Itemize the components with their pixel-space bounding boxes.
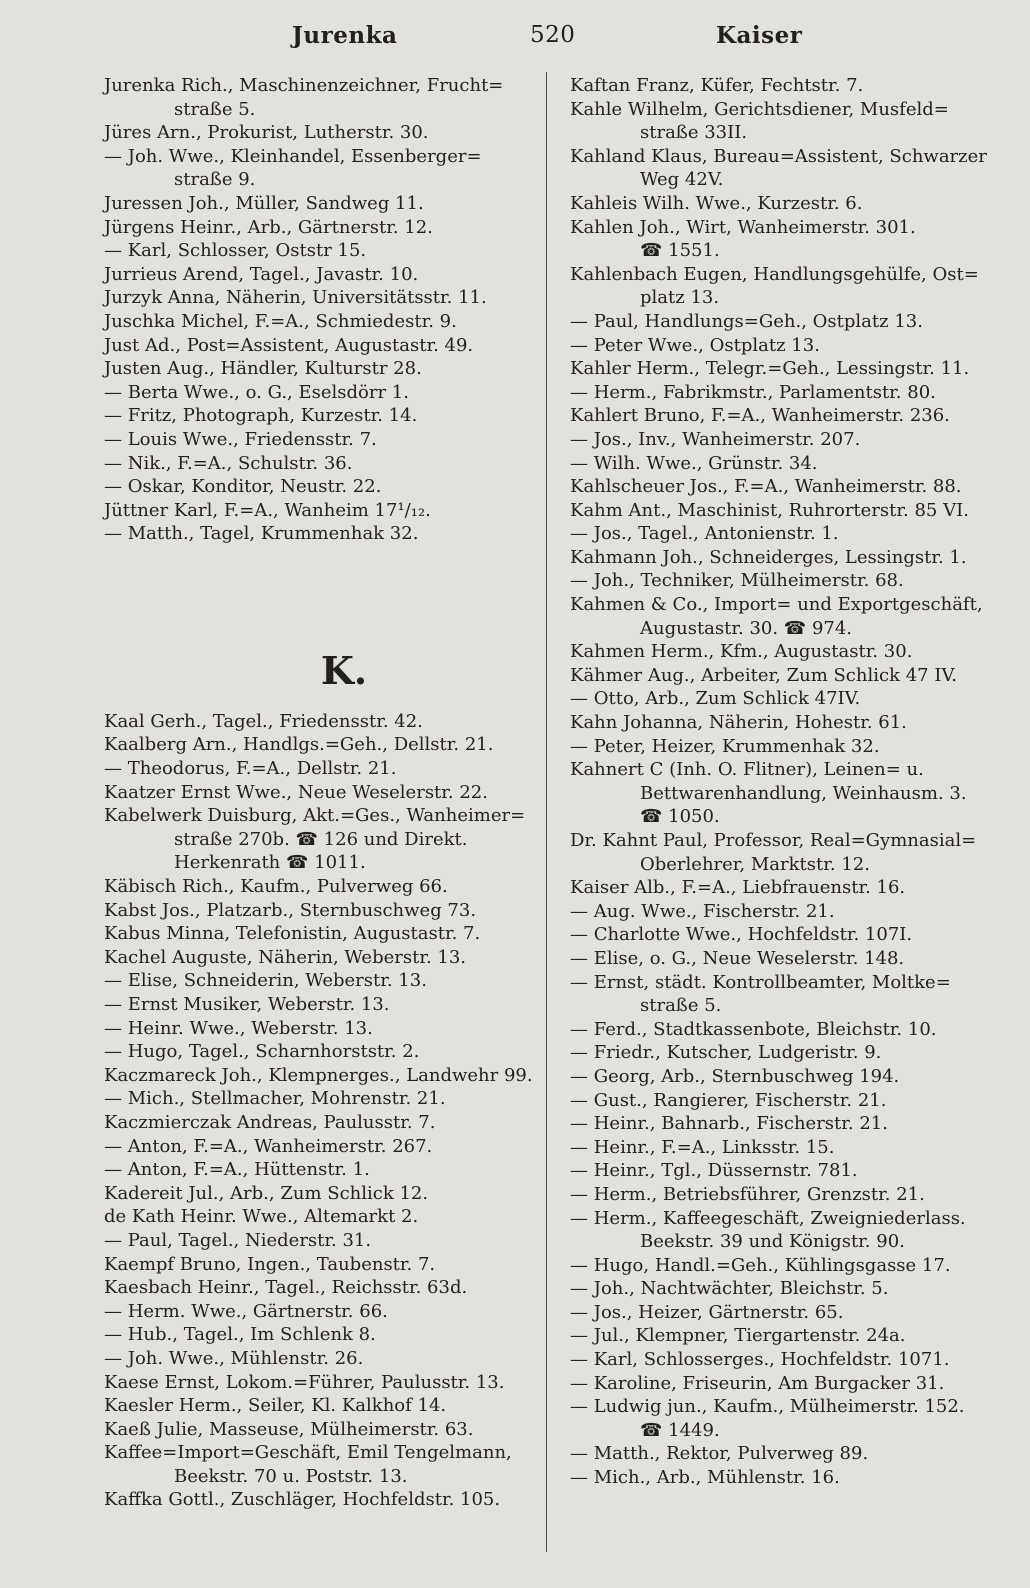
directory-entry: — Joh., Techniker, Mülheimerstr. 68. bbox=[570, 570, 904, 592]
directory-entry-continuation: straße 270b. ☎ 126 und Direkt. bbox=[174, 828, 468, 850]
directory-entry: — Aug. Wwe., Fischerstr. 21. bbox=[570, 900, 835, 922]
directory-entry: — Herm., Fabrikmstr., Parlamentstr. 80. bbox=[570, 381, 936, 403]
directory-entry: Dr. Kahnt Paul, Professor, Real=Gymnasial= bbox=[570, 830, 977, 851]
directory-entry: Kadereit Jul., Arb., Zum Schlick 12. bbox=[104, 1182, 429, 1204]
directory-entry: Kähmer Aug., Arbeiter, Zum Schlick 47 IV. bbox=[570, 664, 958, 686]
directory-entry: — Friedr., Kutscher, Ludgeristr. 9. bbox=[570, 1042, 882, 1064]
directory-entry: Kahmann Joh., Schneiderges, Lessingstr. 1. bbox=[570, 546, 967, 568]
directory-entry-continuation: Beekstr. 70 u. Poststr. 13. bbox=[174, 1465, 408, 1487]
directory-entry: Kaczmareck Joh., Klempnerges., Landwehr 99. bbox=[104, 1064, 533, 1086]
directory-entry: Jüttner Karl, F.=A., Wanheim 17¹/₁₂. bbox=[104, 499, 431, 521]
directory-entry: Kahnert C (Inh. O. Flitner), Leinen= u. bbox=[570, 759, 924, 781]
directory-entry-continuation: straße 33II. bbox=[640, 122, 748, 144]
directory-entry: Kaalberg Arn., Handlgs.=Geh., Dellstr. 21. bbox=[104, 734, 494, 756]
directory-entry: — Herm., Kaffeegeschäft, Zweigniederlass. bbox=[570, 1207, 966, 1229]
directory-entry: Kaesler Herm., Seiler, Kl. Kalkhof 14. bbox=[104, 1395, 447, 1417]
directory-entry: Kahle Wilhelm, Gerichtsdiener, Musfeld= bbox=[570, 98, 949, 120]
directory-entry-continuation: straße 5. bbox=[174, 98, 256, 120]
directory-entry: — Ferd., Stadtkassenbote, Bleichstr. 10. bbox=[570, 1018, 937, 1040]
directory-entry: Juressen Joh., Müller, Sandweg 11. bbox=[104, 192, 424, 214]
directory-entry: Jüres Arn., Prokurist, Lutherstr. 30. bbox=[104, 122, 429, 144]
directory-entry: — Gust., Rangierer, Fischerstr. 21. bbox=[570, 1089, 887, 1111]
page-header bbox=[0, 22, 1030, 62]
directory-entry: — Wilh. Wwe., Grünstr. 34. bbox=[570, 452, 818, 474]
directory-entry-continuation: Bettwarenhandlung, Weinhausm. 3. bbox=[640, 782, 967, 804]
directory-entry: Kahlen Joh., Wirt, Wanheimerstr. 301. bbox=[570, 216, 916, 238]
directory-entry: — Anton, F.=A., Hüttenstr. 1. bbox=[104, 1159, 370, 1181]
directory-entry-continuation: ☎ 1449. bbox=[640, 1419, 720, 1441]
directory-entry: Kahlscheuer Jos., F.=A., Wanheimerstr. 88. bbox=[570, 476, 962, 498]
directory-entry: — Ernst Musiker, Weberstr. 13. bbox=[104, 994, 390, 1015]
directory-entry: Jürgens Heinr., Arb., Gärtnerstr. 12. bbox=[104, 216, 433, 238]
directory-entry: — Herm., Betriebsführer, Grenzstr. 21. bbox=[570, 1183, 925, 1205]
directory-entry: — Matth., Rektor, Pulverweg 89. bbox=[570, 1443, 869, 1465]
directory-entry: Kachel Auguste, Näherin, Weberstr. 13. bbox=[104, 946, 467, 968]
directory-entry: Kahn Johanna, Näherin, Hohestr. 61. bbox=[570, 712, 907, 734]
directory-entry: — Ernst, städt. Kontrollbeamter, Moltke= bbox=[570, 971, 951, 993]
directory-entry: Kahm Ant., Maschinist, Ruhrorterstr. 85 VI. bbox=[570, 499, 969, 521]
directory-entry: Käbisch Rich., Kaufm., Pulverweg 66. bbox=[104, 876, 448, 898]
left-column-top-entries bbox=[104, 74, 524, 546]
left-column-k-entries bbox=[104, 710, 533, 1512]
directory-entry: Just Ad., Post=Assistent, Augustastr. 49. bbox=[104, 334, 474, 356]
directory-entry: Kaempf Bruno, Ingen., Taubenstr. 7. bbox=[104, 1253, 436, 1275]
directory-entry: — Matth., Tagel, Krummenhak 32. bbox=[104, 523, 419, 545]
directory-entry: — Peter Wwe., Ostplatz 13. bbox=[570, 334, 820, 356]
directory-entry: — Paul, Handlungs=Geh., Ostplatz 13. bbox=[570, 310, 923, 332]
directory-entry: — Louis Wwe., Friedensstr. 7. bbox=[104, 428, 377, 450]
directory-entry: — Jos., Inv., Wanheimerstr. 207. bbox=[570, 428, 861, 450]
directory-entry: — Heinr., Bahnarb., Fischerstr. 21. bbox=[570, 1113, 888, 1135]
directory-entry-continuation: ☎ 1050. bbox=[640, 806, 720, 828]
directory-entry: Jurenka Rich., Maschinenzeichner, Frucht= bbox=[104, 75, 504, 96]
directory-entry: Kaczmierczak Andreas, Paulusstr. 7. bbox=[104, 1111, 436, 1133]
directory-entry: — Hub., Tagel., Im Schlenk 8. bbox=[104, 1324, 376, 1346]
directory-entry: Kahlenbach Eugen, Handlungsgehülfe, Ost= bbox=[570, 263, 979, 285]
directory-entry: Jurrieus Arend, Tagel., Javastr. 10. bbox=[104, 263, 419, 285]
directory-entry: — Jul., Klempner, Tiergartenstr. 24a. bbox=[570, 1325, 906, 1347]
directory-entry: — Joh., Nachtwächter, Bleichstr. 5. bbox=[570, 1278, 889, 1300]
directory-entry: Kabelwerk Duisburg, Akt.=Ges., Wanheimer= bbox=[104, 805, 526, 827]
directory-entry-continuation: Weg 42V. bbox=[640, 169, 724, 191]
directory-entry: Kaesbach Heinr., Tagel., Reichsstr. 63d. bbox=[104, 1277, 468, 1299]
directory-entry: Kahleis Wilh. Wwe., Kurzestr. 6. bbox=[570, 192, 863, 214]
directory-entry: — Ludwig jun., Kaufm., Mülheimerstr. 152. bbox=[570, 1396, 965, 1418]
directory-entry: — Elise, Schneiderin, Weberstr. 13. bbox=[104, 970, 427, 992]
directory-entry: — Hugo, Tagel., Scharnhorststr. 2. bbox=[104, 1041, 420, 1063]
directory-entry: Jurzyk Anna, Näherin, Universitätsstr. 11. bbox=[104, 287, 487, 309]
directory-entry: — Georg, Arb., Sternbuschweg 194. bbox=[570, 1065, 900, 1087]
directory-entry: — Berta Wwe., o. G., Eselsdörr 1. bbox=[104, 381, 409, 403]
directory-entry: — Heinr. Wwe., Weberstr. 13. bbox=[104, 1017, 373, 1039]
directory-entry: — Nik., F.=A., Schulstr. 36. bbox=[104, 452, 353, 474]
section-spacer bbox=[104, 700, 524, 710]
directory-entry: Justen Aug., Händler, Kulturstr 28. bbox=[104, 358, 422, 380]
directory-entry: — Jos., Tagel., Antonienstr. 1. bbox=[570, 523, 839, 545]
header-right-keyword: Kaiser bbox=[716, 22, 803, 49]
directory-entry: — Joh. Wwe., Mühlenstr. 26. bbox=[104, 1347, 364, 1369]
directory-entry-continuation: Augustastr. 30. ☎ 974. bbox=[640, 617, 853, 639]
directory-entry-continuation: straße 5. bbox=[640, 995, 722, 1017]
directory-entry: — Theodorus, F.=A., Dellstr. 21. bbox=[104, 758, 397, 780]
directory-entry: de Kath Heinr. Wwe., Altemarkt 2. bbox=[104, 1206, 419, 1228]
directory-entry: Kaiser Alb., F.=A., Liebfrauenstr. 16. bbox=[570, 877, 906, 899]
directory-entry: — Otto, Arb., Zum Schlick 47IV. bbox=[570, 688, 861, 710]
directory-entry: Kaatzer Ernst Wwe., Neue Weselerstr. 22. bbox=[104, 781, 488, 803]
right-column-entries bbox=[570, 74, 1002, 1490]
directory-entry: — Herm. Wwe., Gärtnerstr. 66. bbox=[104, 1300, 388, 1322]
directory-entry: Kahland Klaus, Bureau=Assistent, Schwarzer bbox=[570, 145, 987, 167]
directory-entry: — Jos., Heizer, Gärtnerstr. 65. bbox=[570, 1301, 844, 1323]
directory-entry: Kabst Jos., Platzarb., Sternbuschweg 73. bbox=[104, 899, 477, 921]
directory-entry-continuation: straße 9. bbox=[174, 169, 256, 191]
directory-entry: Kahler Herm., Telegr.=Geh., Lessingstr. 11. bbox=[570, 358, 970, 380]
directory-entry: Juschka Michel, F.=A., Schmiedestr. 9. bbox=[104, 310, 457, 332]
directory-entry: — Oskar, Konditor, Neustr. 22. bbox=[104, 476, 382, 498]
directory-entry: — Karl, Schlosser, Oststr 15. bbox=[104, 240, 367, 262]
directory-entry: — Joh. Wwe., Kleinhandel, Essenberger= bbox=[104, 145, 482, 167]
directory-entry: — Peter, Heizer, Krummenhak 32. bbox=[570, 735, 880, 757]
directory-entry: — Mich., Stellmacher, Mohrenstr. 21. bbox=[104, 1088, 446, 1110]
directory-entry: Kaffka Gottl., Zuschläger, Hochfeldstr. 105. bbox=[104, 1489, 501, 1511]
directory-entry-continuation: Herkenrath ☎ 1011. bbox=[174, 852, 366, 874]
directory-entry: Kaal Gerh., Tagel., Friedensstr. 42. bbox=[104, 710, 423, 732]
left-column bbox=[104, 74, 533, 1512]
directory-entry: — Mich., Arb., Mühlenstr. 16. bbox=[570, 1467, 840, 1489]
directory-entry: Kahlert Bruno, F.=A., Wanheimerstr. 236. bbox=[570, 405, 950, 427]
directory-entry: — Fritz, Photograph, Kurzestr. 14. bbox=[104, 405, 418, 427]
directory-entry: Kaese Ernst, Lokom.=Führer, Paulusstr. 13. bbox=[104, 1371, 505, 1393]
directory-entry: Kaeß Julie, Masseuse, Mülheimerstr. 63. bbox=[104, 1418, 474, 1440]
column-divider bbox=[546, 72, 547, 1552]
header-left-keyword: Jurenka bbox=[292, 22, 398, 49]
section-letter-heading: K. bbox=[320, 647, 368, 693]
directory-entry-continuation: Beekstr. 39 und Königstr. 90. bbox=[640, 1231, 905, 1253]
directory-entry: Kahmen Herm., Kfm., Augustastr. 30. bbox=[570, 641, 913, 663]
page-number: 520 bbox=[530, 22, 576, 48]
directory-entry: — Karl, Schlosserges., Hochfeldstr. 1071. bbox=[570, 1349, 950, 1371]
directory-entry-continuation: ☎ 1551. bbox=[640, 240, 720, 262]
directory-entry: — Elise, o. G., Neue Weselerstr. 148. bbox=[570, 947, 905, 969]
directory-entry: Kaftan Franz, Küfer, Fechtstr. 7. bbox=[570, 75, 864, 96]
directory-entry: Kabus Minna, Telefonistin, Augustastr. 7. bbox=[104, 923, 481, 945]
directory-entry: — Heinr., F.=A., Linksstr. 15. bbox=[570, 1136, 835, 1158]
directory-entry: — Heinr., Tgl., Düssernstr. 781. bbox=[570, 1160, 858, 1182]
directory-entry: — Paul, Tagel., Niederstr. 31. bbox=[104, 1229, 372, 1251]
directory-entry-continuation: platz 13. bbox=[640, 287, 720, 309]
section-gap bbox=[104, 546, 524, 642]
directory-entry: — Hugo, Handl.=Geh., Kühlingsgasse 17. bbox=[570, 1254, 951, 1276]
directory-entry: Kahmen & Co., Import= und Exportgeschäft, bbox=[570, 594, 983, 616]
directory-entry: Kaffee=Import=Geschäft, Emil Tengelmann, bbox=[104, 1442, 512, 1464]
directory-entry: — Karoline, Friseurin, Am Burgacker 31. bbox=[570, 1372, 945, 1394]
directory-entry: — Anton, F.=A., Wanheimerstr. 267. bbox=[104, 1135, 433, 1157]
directory-entry: — Charlotte Wwe., Hochfeldstr. 107I. bbox=[570, 924, 913, 946]
right-column bbox=[570, 74, 1002, 1490]
directory-entry-continuation: Oberlehrer, Marktstr. 12. bbox=[640, 853, 870, 875]
